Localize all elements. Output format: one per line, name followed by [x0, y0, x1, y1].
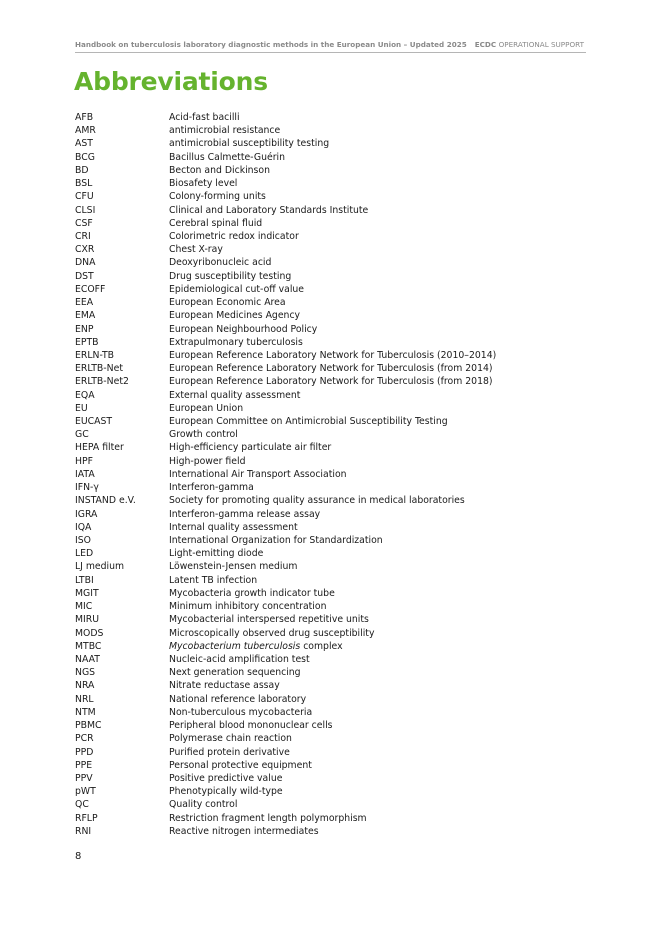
abbreviation-row: [75, 402, 595, 415]
abbreviation-row: [75, 349, 595, 362]
abbreviation-row: [75, 309, 595, 322]
abbreviation-definition: Extrapulmonary tuberculosis: [169, 336, 303, 348]
abbreviation-term: PPD: [75, 746, 94, 758]
abbreviation-row: [75, 798, 595, 811]
abbreviation-row: [75, 508, 595, 521]
abbreviation-row: [75, 613, 595, 626]
header-org-name: ECDC: [474, 40, 497, 49]
header-document-title: Handbook on tuberculosis laboratory diagnostic methods in the European Union – Updated 2025: [75, 40, 467, 49]
abbreviation-term: PCR: [75, 733, 94, 745]
abbreviation-definition: Interferon-gamma: [169, 482, 254, 494]
abbreviation-term: GC: [75, 429, 89, 441]
abbreviation-definition-italic: Mycobacterium tuberculosis: [169, 640, 301, 652]
abbreviation-term: ECOFF: [75, 283, 106, 295]
abbreviation-row: [75, 653, 595, 666]
abbreviation-term: PPV: [75, 772, 93, 784]
abbreviation-row: [75, 600, 595, 613]
abbreviation-definition: Peripheral blood mononuclear cells: [169, 720, 333, 732]
abbreviation-row: [75, 746, 595, 759]
abbreviation-definition-rest: complex: [300, 640, 343, 652]
abbreviation-definition: European Neighbourhood Policy: [169, 323, 318, 335]
abbreviation-list: [75, 111, 595, 838]
abbreviation-row: [75, 785, 595, 798]
abbreviation-term: MTBC: [75, 640, 102, 652]
abbreviation-row: [75, 468, 595, 481]
abbreviation-definition: Biosafety level: [169, 178, 238, 190]
abbreviation-row: [75, 640, 595, 653]
abbreviation-term: LTBI: [75, 574, 94, 586]
abbreviation-row: [75, 666, 595, 679]
abbreviation-definition: European Reference Laboratory Network for Tuberculosis (from 2018): [169, 376, 493, 388]
page-number: 8: [75, 851, 82, 862]
abbreviation-definition: Minimum inhibitory concentration: [169, 601, 327, 613]
abbreviation-definition: Purified protein derivative: [169, 746, 290, 758]
abbreviation-term: IATA: [75, 468, 95, 480]
abbreviation-term: CLSI: [75, 204, 96, 216]
abbreviation-row: [75, 296, 595, 309]
abbreviation-definition: [169, 640, 343, 653]
abbreviation-row: [75, 825, 595, 838]
abbreviation-term: IQA: [75, 521, 92, 533]
abbreviation-row: [75, 137, 595, 150]
abbreviation-row: [75, 679, 595, 692]
abbreviation-definition: International Organization for Standardization: [169, 535, 383, 546]
abbreviation-term: MIC: [75, 601, 93, 613]
abbreviation-row: [75, 336, 595, 349]
header-org-sub: OPERATIONAL SUPPORT: [498, 40, 584, 49]
abbreviation-term: IGRA: [75, 508, 98, 520]
abbreviation-row: [75, 177, 595, 190]
abbreviation-row: [75, 111, 595, 124]
abbreviation-definition: Löwenstein-Jensen medium: [169, 561, 298, 573]
abbreviation-definition: Phenotypically wild-type: [169, 786, 283, 798]
abbreviation-definition: Society for promoting quality assurance in medical laboratories: [169, 495, 465, 507]
abbreviation-term: EU: [75, 402, 88, 414]
abbreviation-term: RFLP: [75, 812, 98, 824]
abbreviation-definition: Colony-forming units: [169, 191, 266, 203]
page-title: Abbreviations: [74, 67, 268, 96]
header-org: [475, 40, 584, 49]
abbreviation-term: NRA: [75, 680, 95, 692]
abbreviation-term: CFU: [75, 191, 94, 203]
abbreviation-definition: Reactive nitrogen intermediates: [169, 825, 319, 837]
abbreviation-definition: Latent TB infection: [169, 574, 258, 586]
abbreviation-definition: External quality assessment: [169, 389, 301, 401]
abbreviation-row: [75, 574, 595, 587]
abbreviation-row: [75, 428, 595, 441]
abbreviation-row: [75, 772, 595, 785]
abbreviation-term: EPTB: [75, 336, 99, 348]
abbreviation-term: BD: [75, 164, 89, 176]
abbreviation-term: EMA: [75, 310, 96, 322]
abbreviation-row: [75, 389, 595, 402]
abbreviation-row: [75, 494, 595, 507]
abbreviation-definition: Interferon-gamma release assay: [169, 508, 321, 520]
abbreviation-term: AST: [75, 138, 93, 150]
abbreviation-row: [75, 441, 595, 454]
abbreviation-definition: Internal quality assessment: [169, 521, 298, 533]
abbreviation-term: QC: [75, 799, 89, 811]
abbreviation-term: PPE: [75, 759, 93, 771]
abbreviation-definition: Nitrate reductase assay: [169, 680, 280, 692]
abbreviation-row: [75, 587, 595, 600]
abbreviation-row: [75, 375, 595, 388]
abbreviation-definition: Bacillus Calmette-Guérin: [169, 151, 285, 163]
abbreviation-definition: European Union: [169, 402, 244, 414]
abbreviation-term: PBMC: [75, 720, 102, 732]
abbreviation-definition: Growth control: [169, 429, 238, 441]
abbreviation-term: DST: [75, 270, 94, 282]
abbreviation-term: ERLTB-Net: [75, 363, 123, 375]
abbreviation-term: RNI: [75, 825, 92, 837]
abbreviation-row: [75, 415, 595, 428]
abbreviation-definition: Acid-fast bacilli: [169, 112, 240, 123]
abbreviation-row: [75, 323, 595, 336]
abbreviation-term: NAAT: [75, 653, 100, 665]
running-header: [75, 39, 586, 53]
abbreviation-definition: High-power field: [169, 455, 246, 467]
abbreviation-term: DNA: [75, 257, 96, 269]
abbreviation-row: [75, 547, 595, 560]
abbreviation-row: [75, 534, 595, 547]
abbreviation-term: LED: [75, 548, 94, 560]
abbreviation-row: [75, 362, 595, 375]
abbreviation-definition: Clinical and Laboratory Standards Institute: [169, 204, 369, 216]
abbreviation-row: [75, 719, 595, 732]
abbreviation-term: BSL: [75, 178, 93, 190]
abbreviation-term: IFN-γ: [75, 482, 99, 494]
abbreviation-row: [75, 164, 595, 177]
abbreviation-row: [75, 270, 595, 283]
abbreviation-definition: Light-emitting diode: [169, 548, 264, 560]
abbreviation-term: NTM: [75, 706, 96, 718]
abbreviation-definition: Colorimetric redox indicator: [169, 230, 299, 242]
abbreviation-term: MIRU: [75, 614, 100, 626]
abbreviation-row: [75, 759, 595, 772]
abbreviation-definition: Microscopically observed drug susceptibility: [169, 627, 375, 639]
abbreviation-row: [75, 230, 595, 243]
abbreviation-row: [75, 693, 595, 706]
abbreviation-term: AFB: [75, 112, 94, 123]
abbreviation-term: INSTAND e.V.: [75, 495, 136, 507]
abbreviation-definition: Mycobacterial interspersed repetitive units: [169, 614, 369, 626]
abbreviation-definition: High-efficiency particulate air filter: [169, 442, 332, 454]
abbreviation-definition: European Economic Area: [169, 297, 286, 309]
abbreviation-term: EEA: [75, 297, 94, 309]
abbreviation-term: CRI: [75, 230, 91, 242]
abbreviation-term: MGIT: [75, 587, 99, 599]
abbreviation-definition: antimicrobial susceptibility testing: [169, 138, 330, 150]
abbreviation-row: [75, 521, 595, 534]
abbreviation-definition: Drug susceptibility testing: [169, 270, 292, 282]
abbreviation-row: [75, 204, 595, 217]
abbreviation-row: [75, 732, 595, 745]
abbreviation-definition: Nucleic-acid amplification test: [169, 653, 310, 665]
abbreviation-term: EQA: [75, 389, 95, 401]
abbreviation-definition: Deoxyribonucleic acid: [169, 257, 272, 269]
abbreviation-term: CSF: [75, 217, 93, 229]
abbreviation-term: ERLN-TB: [75, 349, 115, 361]
abbreviation-definition: Next generation sequencing: [169, 667, 301, 679]
abbreviation-definition: European Reference Laboratory Network for Tuberculosis (from 2014): [169, 363, 493, 375]
abbreviation-term: AMR: [75, 125, 96, 137]
abbreviation-term: ENP: [75, 323, 94, 335]
abbreviation-term: ISO: [75, 535, 91, 546]
abbreviation-definition: Restriction fragment length polymorphism: [169, 812, 367, 824]
abbreviation-term: HEPA filter: [75, 442, 124, 454]
abbreviation-row: [75, 256, 595, 269]
abbreviation-row: [75, 283, 595, 296]
abbreviation-definition: Chest X-ray: [169, 244, 223, 256]
abbreviation-row: [75, 706, 595, 719]
abbreviation-definition: National reference laboratory: [169, 693, 307, 705]
abbreviation-row: [75, 560, 595, 573]
abbreviation-definition: Epidemiological cut-off value: [169, 283, 305, 295]
abbreviation-definition: Quality control: [169, 799, 238, 811]
abbreviation-term: LJ medium: [75, 561, 125, 573]
abbreviation-term: NRL: [75, 693, 94, 705]
abbreviation-term: EUCAST: [75, 416, 113, 428]
abbreviation-definition: Non-tuberculous mycobacteria: [169, 706, 313, 718]
abbreviation-row: [75, 190, 595, 203]
abbreviation-row: [75, 151, 595, 164]
abbreviation-definition: European Medicines Agency: [169, 310, 301, 322]
abbreviation-row: [75, 627, 595, 640]
abbreviation-definition: International Air Transport Association: [169, 468, 347, 480]
abbreviation-term: HPF: [75, 455, 93, 467]
abbreviation-term: BCG: [75, 151, 95, 163]
abbreviation-row: [75, 455, 595, 468]
abbreviation-term: CXR: [75, 244, 95, 256]
abbreviation-term: NGS: [75, 667, 96, 679]
abbreviation-row: [75, 481, 595, 494]
abbreviation-row: [75, 812, 595, 825]
abbreviation-term: ERLTB-Net2: [75, 376, 129, 388]
abbreviation-definition: Cerebral spinal fluid: [169, 217, 263, 229]
abbreviation-term: MODS: [75, 627, 104, 639]
abbreviation-definition: European Committee on Antimicrobial Susceptibility Testing: [169, 416, 448, 428]
abbreviation-definition: Positive predictive value: [169, 772, 283, 784]
abbreviation-definition: Mycobacteria growth indicator tube: [169, 587, 335, 599]
abbreviation-row: [75, 243, 595, 256]
abbreviation-definition: antimicrobial resistance: [169, 125, 281, 137]
abbreviation-term: pWT: [75, 786, 96, 798]
abbreviation-row: [75, 217, 595, 230]
abbreviation-definition: European Reference Laboratory Network for Tuberculosis (2010–2014): [169, 349, 497, 361]
abbreviation-definition: Polymerase chain reaction: [169, 733, 292, 745]
abbreviation-definition: Personal protective equipment: [169, 759, 312, 771]
abbreviation-row: [75, 124, 595, 137]
abbreviation-definition: Becton and Dickinson: [169, 164, 270, 176]
